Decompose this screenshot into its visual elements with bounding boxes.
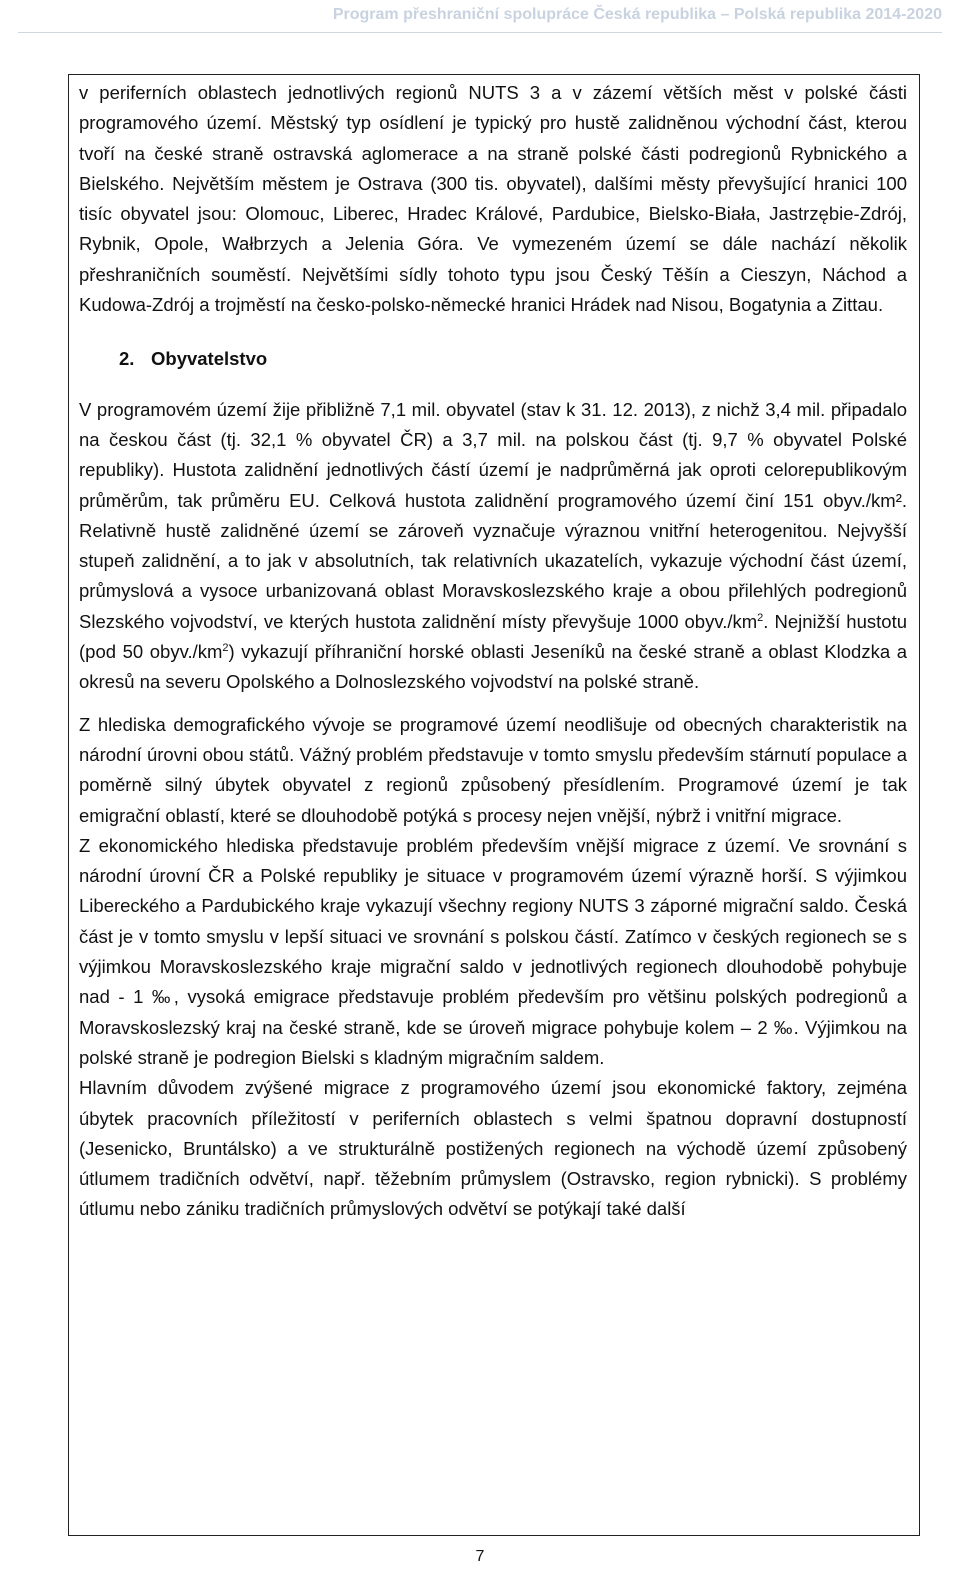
- paragraph-demography: Z hlediska demografického vývoje se programové území neodlišuje od obecných charakteristik na národní úrovni obou států. Vážný problém představuje v tomto smyslu především stárnutí populace a poměrně silný úbytek obyvatel z regionů způsobený přesídlením. Programové území je tak emigrační oblastí, které se dlouhodobě potýká s procesy nejen vnější, nýbrž i vnitřní migrace.: [79, 713, 907, 826]
- superscript-2: 2: [757, 611, 764, 624]
- paragraph-migration-reasons: Hlavním důvodem zvýšené migrace z programového území jsou ekonomické faktory, zejména úbytek pracovních příležitostí v periferních oblastech s velmi špatnou dopravní dostupností (Jesenicko, Bruntálsko) a ve strukturálně postižených regionech na východě území způsobený útlumem tradičních odvětví, např. těžebním průmyslem (Ostravsko, region rybnicki). S problémy útlumu nebo zániku tradičních průmyslových odvětví se potýkají také další: [79, 1077, 907, 1220]
- paragraph-population-part-a: V programovém území žije přibližně 7,1 mil. obyvatel (stav k 31. 12. 2013), z nichž 3,4 mil. připadalo na českou část (tj. 32,1 % obyvatel ČR) a 3,7 mil. na polskou část (tj. 9,7 % obyvatel Polské republiky). Hustota zalidnění jednotlivých částí území je nadprůměrná jak oproti celorepublikovým průměrům, tak průměru EU. Celková hustota zalidnění programového území činí 151 obyv./km². Relativně hustě zalidněné území se zároveň vyznačuje výraznou vnitřní heterogenitou. Nejvyšší stupeň zalidnění, a to jak v absolutních, tak relativních ukazatelích, vykazuje východní část území, průmyslová a vysoce urbanizovaná oblast Moravskoslezského kraje a obou přilehlých podregionů Slezského vojvodství, ve kterých hustota zalidnění místy převyšuje 1000 obyv./km: [79, 398, 907, 632]
- paragraph-population-part-b: . Nejnižší hustotu (pod 50 obyv./km: [79, 610, 907, 663]
- page-header: [0, 6, 960, 32]
- paragraph-settlement: v periferních oblastech jednotlivých regionů NUTS 3 a v zázemí větších měst v polské části programového území. Městský typ osídlení je typický pro hustě zalidněnou východní část, kterou tvoří na české straně ostravská aglomerace a na straně polské části podregionů Rybnického a Bielského. Největším městem je Ostrava (300 tis. obyvatel), dalšími městy převyšující hranici 100 tisíc obyvatel jsou: Olomouc, Liberec, Hradec Králové, Pardubice, Bielsko-Biała, Jastrzębie-Zdrój, Rybnik, Opole, Wałbrzych a Jelenia Góra. Ve vymezeném území se dále nachází několik přeshraničních souměstí. Největšími sídly tohoto typu jsou Český Těšín a Cieszyn, Náchod a Kudowa-Zdrój a trojměstí na česko-polsko-německé hranici Hrádek nad Nisou, Bogatynia a Zittau.: [79, 82, 907, 316]
- header-title: Program přeshraniční spolupráce Česká republika – Polská republika 2014-2020: [332, 6, 942, 23]
- section-heading: [119, 344, 907, 374]
- superscript-2-second: 2: [222, 641, 229, 654]
- paragraph-economic-migration: Z ekonomického hlediska představuje problém především vnější migrace z území. Ve srovnání s národní úrovní ČR a Polské republiky je situace v programovém území výrazně horší. S výjimkou Libereckého a Pardubického kraje vykazují všechny regiony NUTS 3 záporné migrační saldo. Česká část je v tomto smyslu v lepší situaci ve srovnání s polskou částí. Zatímco v českých regionech se s výjimkou Moravskoslezského kraje migrační saldo v jednotlivých regionech dlouhodobě pohybuje nad - 1 ‰, vysoká emigrace představuje problém především pro většinu polských podregionů a Moravskoslezský kraj na české straně, kde se úroveň migrace pohybuje kolem – 2 ‰. Výjimkou na polské straně je podregion Bielski s kladným migračním saldem.: [79, 834, 907, 1068]
- section-number: 2.: [119, 348, 135, 370]
- page-number: 7: [475, 1548, 485, 1565]
- document-body: [79, 78, 907, 1225]
- section-title: Obyvatelstvo: [151, 348, 268, 370]
- paragraph-population: [79, 395, 907, 698]
- header-divider: [18, 32, 942, 33]
- paragraph-population-part-c: ) vykazují příhraniční horské oblasti Jeseníků na české straně a oblast Klodzka a okresů na severu Opolského a Dolnoslezského vojvodství na polské straně.: [79, 641, 907, 693]
